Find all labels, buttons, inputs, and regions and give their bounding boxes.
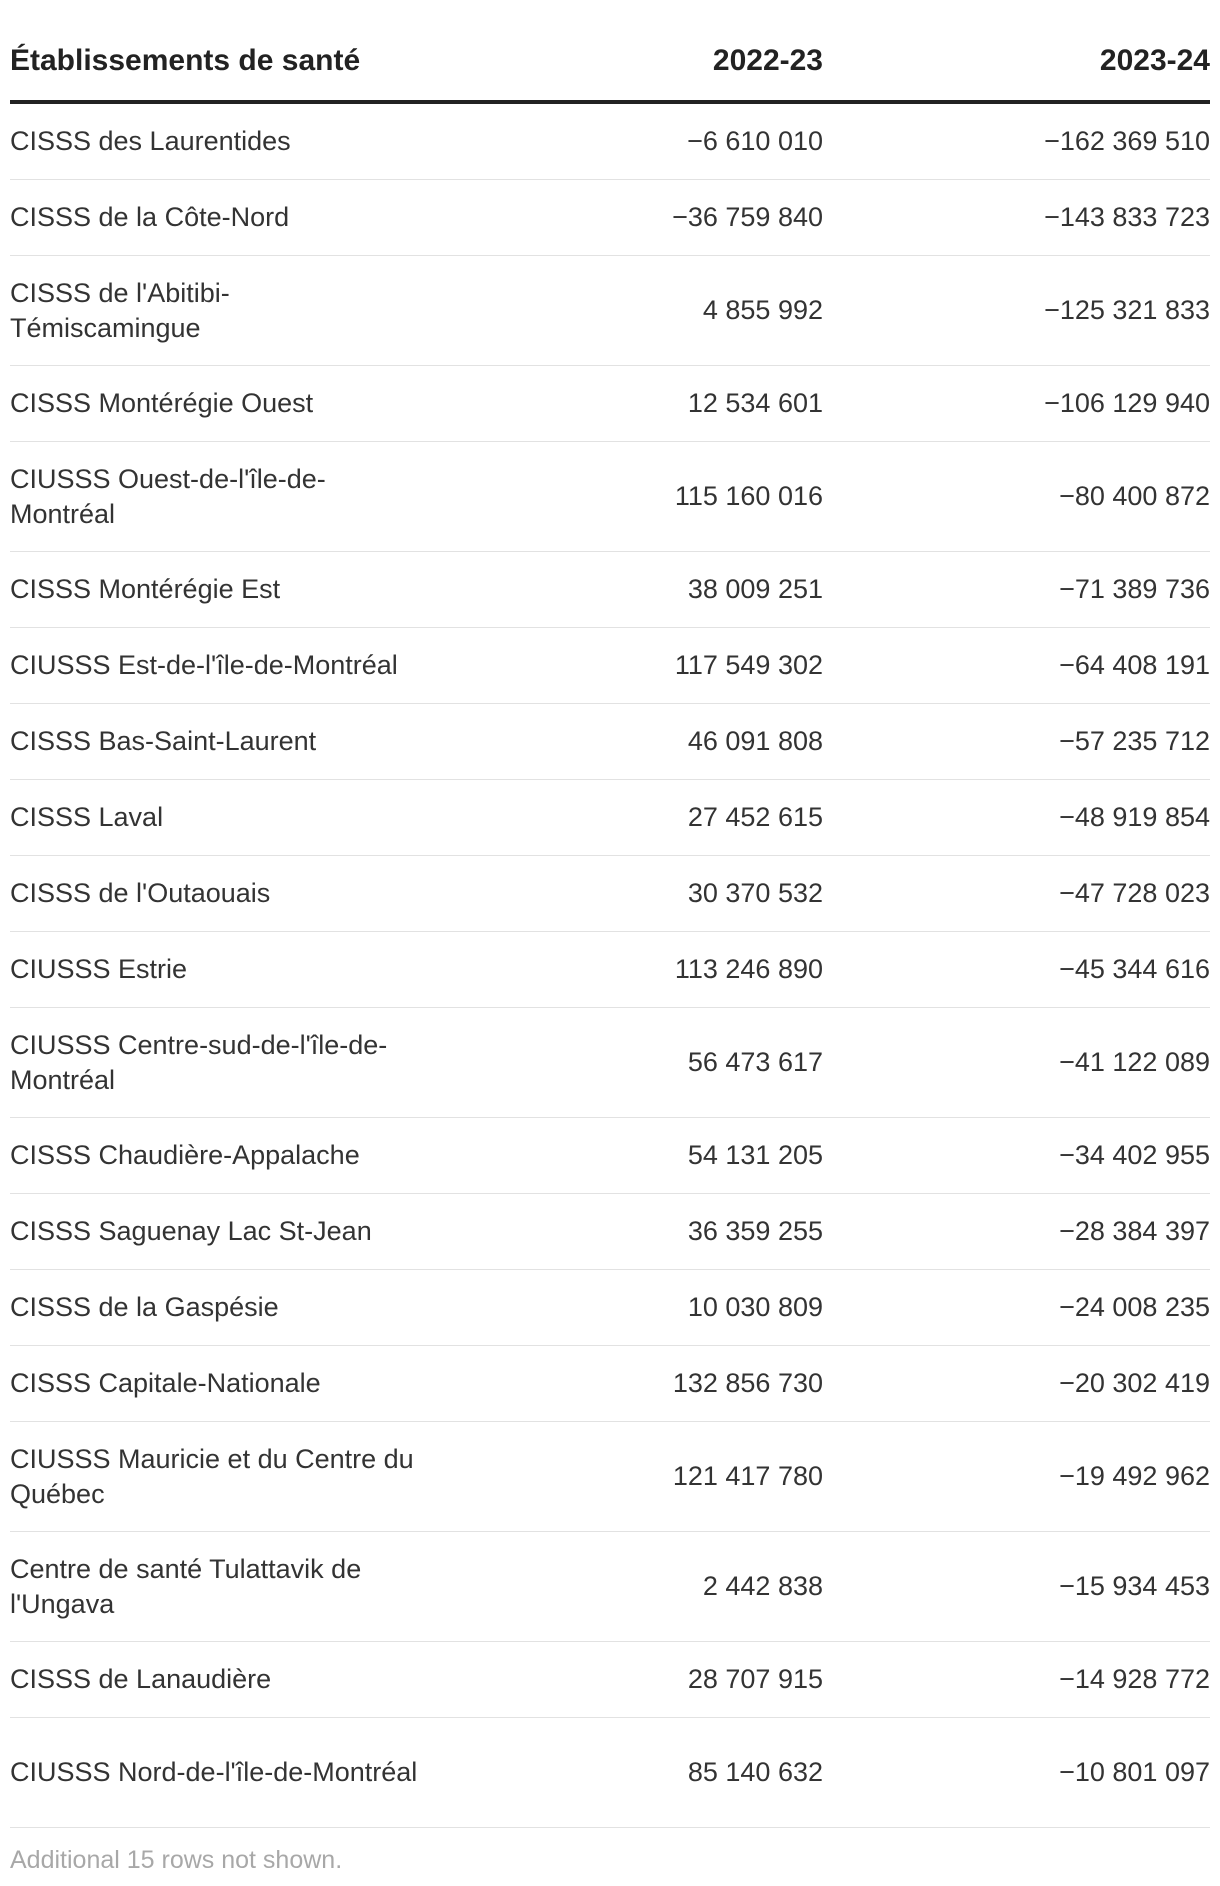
value-2023-24-cell: −47 728 023 xyxy=(823,856,1210,932)
value-2023-24-cell: −57 235 712 xyxy=(823,704,1210,780)
establishment-name-cell: CISSS des Laurentides xyxy=(10,102,430,180)
value-2022-23-cell: 28 707 915 xyxy=(430,1642,823,1718)
value-2023-24-cell: −106 129 940 xyxy=(823,366,1210,442)
table-row xyxy=(10,780,1210,856)
value-2022-23-cell: 121 417 780 xyxy=(430,1422,823,1532)
table-row xyxy=(10,1008,1210,1118)
establishment-name-cell: CIUSSS Ouest-de-l'île-de-Montréal xyxy=(10,442,430,552)
table-row xyxy=(10,256,1210,366)
establishment-name-cell: CISSS Chaudière-Appalache xyxy=(10,1118,430,1194)
value-2022-23-cell: −36 759 840 xyxy=(430,180,823,256)
establishment-name-cell: CISSS de la Côte-Nord xyxy=(10,180,430,256)
establishment-name-cell: CIUSSS Centre-sud-de-l'île-de-Montréal xyxy=(10,1008,430,1118)
establishment-name-cell: CIUSSS Mauricie et du Centre du Québec xyxy=(10,1422,430,1532)
value-2022-23-cell: 56 473 617 xyxy=(430,1008,823,1118)
value-2023-24-cell: −15 934 453 xyxy=(823,1532,1210,1642)
value-2023-24-cell: −41 122 089 xyxy=(823,1008,1210,1118)
table-row xyxy=(10,704,1210,780)
table-row xyxy=(10,442,1210,552)
table-row xyxy=(10,932,1210,1008)
value-2022-23-cell: 2 442 838 xyxy=(430,1532,823,1642)
establishment-name-cell: CISSS Saguenay Lac St-Jean xyxy=(10,1194,430,1270)
value-2023-24-cell: −28 384 397 xyxy=(823,1194,1210,1270)
value-2023-24-cell: −24 008 235 xyxy=(823,1270,1210,1346)
establishment-name-cell: CISSS Montérégie Est xyxy=(10,552,430,628)
establishment-name-cell: CISSS de l'Outaouais xyxy=(10,856,430,932)
establishment-name-cell: CIUSSS Est-de-l'île-de-Montréal xyxy=(10,628,430,704)
table-row xyxy=(10,1718,1210,1828)
value-2022-23-cell: 46 091 808 xyxy=(430,704,823,780)
value-2023-24-cell: −20 302 419 xyxy=(823,1346,1210,1422)
value-2023-24-cell: −10 801 097 xyxy=(823,1718,1210,1828)
table-row xyxy=(10,1642,1210,1718)
column-header-establishment[interactable]: Établissements de santé xyxy=(10,0,430,102)
table-row xyxy=(10,628,1210,704)
table-row xyxy=(10,1194,1210,1270)
table-row xyxy=(10,1270,1210,1346)
value-2022-23-cell: 132 856 730 xyxy=(430,1346,823,1422)
establishment-name-cell: CIUSSS Estrie xyxy=(10,932,430,1008)
table-row xyxy=(10,552,1210,628)
header-row xyxy=(10,0,1210,102)
value-2023-24-cell: −80 400 872 xyxy=(823,442,1210,552)
column-header-2023-24[interactable]: 2023-24 xyxy=(823,0,1210,102)
value-2023-24-cell: −64 408 191 xyxy=(823,628,1210,704)
value-2023-24-cell: −34 402 955 xyxy=(823,1118,1210,1194)
value-2022-23-cell: 85 140 632 xyxy=(430,1718,823,1828)
value-2023-24-cell: −125 321 833 xyxy=(823,256,1210,366)
value-2022-23-cell: 113 246 890 xyxy=(430,932,823,1008)
value-2022-23-cell: 54 131 205 xyxy=(430,1118,823,1194)
footnote-rows-not-shown: Additional 15 rows not shown. xyxy=(10,1846,343,1874)
establishment-name-cell: CISSS Montérégie Ouest xyxy=(10,366,430,442)
table-row xyxy=(10,180,1210,256)
column-header-2022-23[interactable]: 2022-23 xyxy=(430,0,823,102)
table-row xyxy=(10,856,1210,932)
value-2023-24-cell: −19 492 962 xyxy=(823,1422,1210,1532)
establishment-name-cell: CISSS de la Gaspésie xyxy=(10,1270,430,1346)
value-2022-23-cell: 115 160 016 xyxy=(430,442,823,552)
table-row xyxy=(10,1422,1210,1532)
value-2022-23-cell: 36 359 255 xyxy=(430,1194,823,1270)
value-2022-23-cell: 30 370 532 xyxy=(430,856,823,932)
establishment-name-cell: CISSS de Lanaudière xyxy=(10,1642,430,1718)
value-2022-23-cell: −6 610 010 xyxy=(430,102,823,180)
value-2023-24-cell: −48 919 854 xyxy=(823,780,1210,856)
table-body xyxy=(10,102,1210,1828)
establishment-name-cell: CIUSSS Nord-de-l'île-de-Montréal xyxy=(10,1718,430,1828)
value-2023-24-cell: −143 833 723 xyxy=(823,180,1210,256)
value-2023-24-cell: −14 928 772 xyxy=(823,1642,1210,1718)
data-table xyxy=(10,0,1210,1828)
value-2022-23-cell: 38 009 251 xyxy=(430,552,823,628)
establishment-name-cell: CISSS Capitale-Nationale xyxy=(10,1346,430,1422)
table-row xyxy=(10,366,1210,442)
table-row xyxy=(10,1118,1210,1194)
data-table-container xyxy=(10,0,1210,1828)
table-header xyxy=(10,0,1210,102)
establishment-name-cell: CISSS Bas-Saint-Laurent xyxy=(10,704,430,780)
establishment-name-cell: Centre de santé Tulattavik de l'Ungava xyxy=(10,1532,430,1642)
table-row xyxy=(10,1532,1210,1642)
value-2023-24-cell: −45 344 616 xyxy=(823,932,1210,1008)
value-2022-23-cell: 4 855 992 xyxy=(430,256,823,366)
establishment-name-cell: CISSS Laval xyxy=(10,780,430,856)
establishment-name-cell: CISSS de l'Abitibi-Témiscamingue xyxy=(10,256,430,366)
value-2022-23-cell: 10 030 809 xyxy=(430,1270,823,1346)
value-2022-23-cell: 117 549 302 xyxy=(430,628,823,704)
value-2023-24-cell: −71 389 736 xyxy=(823,552,1210,628)
value-2023-24-cell: −162 369 510 xyxy=(823,102,1210,180)
table-row xyxy=(10,102,1210,180)
table-row xyxy=(10,1346,1210,1422)
value-2022-23-cell: 27 452 615 xyxy=(430,780,823,856)
value-2022-23-cell: 12 534 601 xyxy=(430,366,823,442)
